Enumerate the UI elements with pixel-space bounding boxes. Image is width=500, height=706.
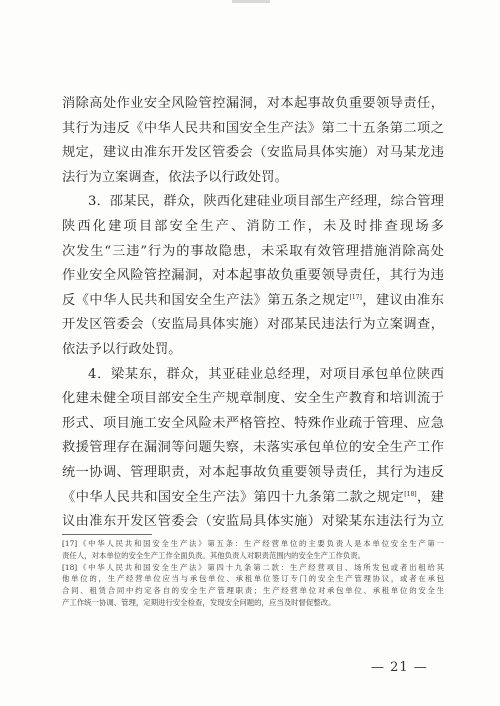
footnote-line: 合同、租赁合同中约定各自的安全生产管理职责；生产经营单位对承包单位、承租单位的安全生 bbox=[62, 586, 444, 596]
footnote-line: [17]《中华人民共和国安全生产法》第五条：生产经营单位的主要负责人是本单位安全生产第一 bbox=[62, 539, 444, 548]
footnote-ref-17: [17] bbox=[349, 293, 362, 301]
text-line: 议由准东开发区管委会（安监局具体实施）对梁某东违法行为立 bbox=[62, 514, 444, 530]
text-segment: 《中华人民共和国安全生产法》第四十九条第二款之规定 bbox=[62, 489, 405, 505]
text-line: 其行为违反《中华人民共和国安全生产法》第二十五条第二项之 bbox=[62, 120, 444, 136]
scan-mark bbox=[232, 0, 270, 3]
text-line: 作业安全风险管控漏洞，对本起事故负重要领导责任，其行为违 bbox=[62, 268, 444, 284]
text-segment: 反《中华人民共和国安全生产法》第五条之规定 bbox=[62, 292, 350, 308]
text-line: 4．梁某东，群众，其亚硅业总经理，对项目承包单位陕西 bbox=[88, 366, 444, 382]
page-number: — 21 — bbox=[371, 660, 428, 675]
text-line: 3．邵某民，群众，陕西化建硅业项目部生产经理，综合管理 bbox=[88, 194, 444, 210]
paragraph-shao bbox=[62, 190, 444, 362]
text-line: 统一协调、管理职责，对本起事故负重要领导责任，其行为违反 bbox=[62, 464, 444, 480]
text-line: 法行为立案调查，依法予以行政处罚。 bbox=[62, 169, 288, 185]
text-line: 形式、项目施工安全风险未严格管控、特殊作业疏于管理、应急 bbox=[62, 415, 444, 431]
text-line: 陕西化建项目部安全生产、消防工作，未及时排查现场多 bbox=[62, 218, 444, 234]
text-line-with-footnote bbox=[62, 486, 444, 511]
text-line: 化建未健全项目部安全生产规章制度、安全生产教育和培训流于 bbox=[62, 391, 444, 407]
footnote-line: 他单位的，生产经营单位应当与承包单位、承租单位签订专门的安全生产管理协议，或者在承包 bbox=[62, 574, 444, 584]
text-segment: ，建 bbox=[416, 489, 445, 505]
footnote-line: 产工作统一协调、管理，定期进行安全检查，发现安全问题的，应当及时督促整改。 bbox=[62, 597, 336, 607]
text-line: 依法予以行政处罚。 bbox=[62, 341, 182, 357]
footnote-ref-18: [18] bbox=[404, 490, 417, 498]
text-line: 次发生“三违”行为的事故隐患，未采取有效管理措施消除高处 bbox=[62, 243, 444, 259]
footnote-separator bbox=[62, 534, 152, 535]
text-line: 开发区管委会（安监局具体实施）对邵某民违法行为立案调查， bbox=[62, 317, 444, 333]
text-line: 消除高处作业安全风险管控漏洞，对本起事故负重要领导责任， bbox=[62, 96, 444, 111]
paragraph-liang bbox=[62, 363, 444, 535]
footnote-line: [18]《中华人民共和国安全生产法》第四十九条第二款：生产经营项目、场所发包或者出租给其 bbox=[62, 562, 444, 572]
text-line-with-footnote bbox=[62, 289, 444, 314]
text-line: 规定，建议由准东开发区管委会（安监局具体实施）对马某龙违 bbox=[62, 145, 444, 161]
paragraph-ma bbox=[62, 92, 444, 190]
body-text bbox=[62, 92, 444, 535]
text-line: 救援管理存在漏洞等问题失察，未落实承包单位的安全生产工作 bbox=[62, 440, 444, 456]
footnote-line: 责任人，对本单位的安全生产工作全面负责。其他负责人对职责范围内的安全生产工作负责。 bbox=[62, 550, 366, 560]
text-segment: ，建议由准东 bbox=[361, 292, 444, 308]
footnotes bbox=[62, 534, 444, 609]
